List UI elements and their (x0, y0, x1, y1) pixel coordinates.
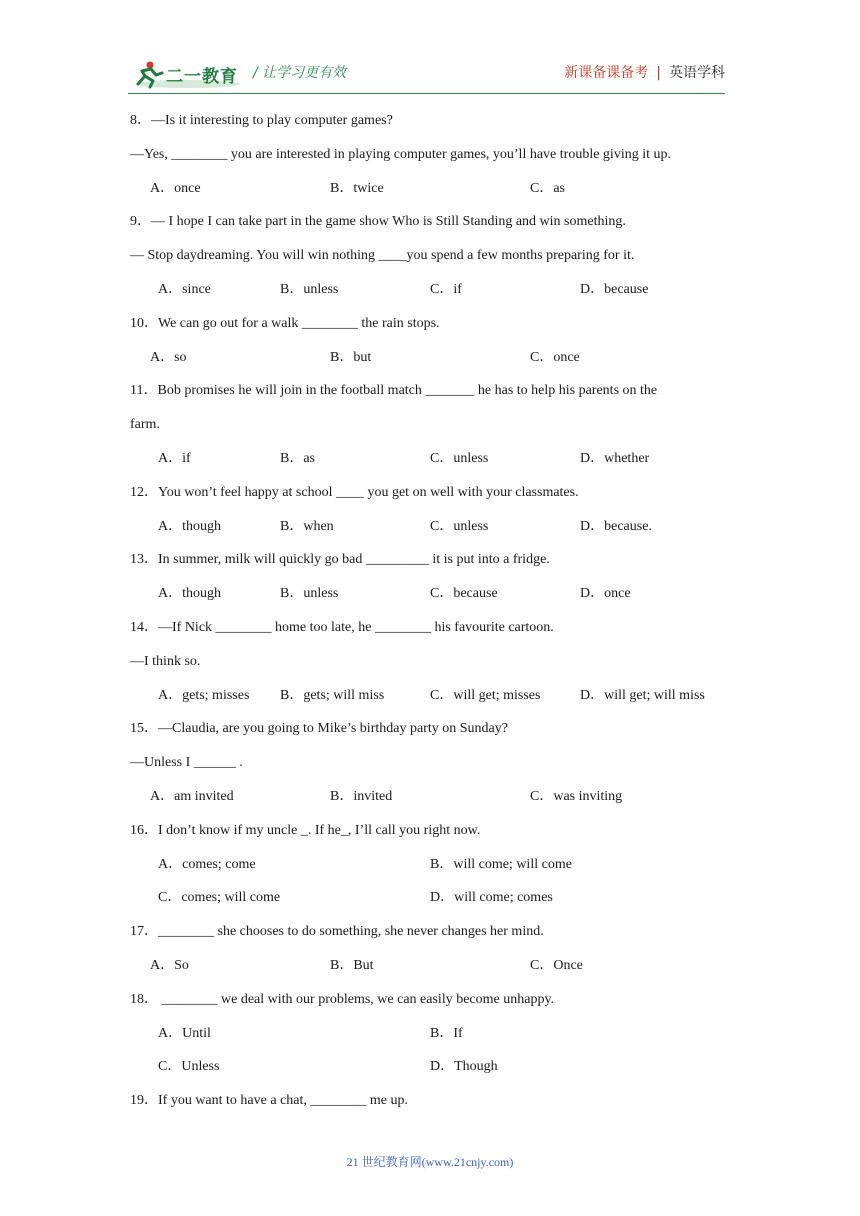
header-divider (128, 93, 725, 94)
question-stem: 8．—Is it interesting to play computer games? (130, 113, 393, 128)
option-row (130, 515, 730, 549)
header-separator: | (656, 65, 661, 81)
answer-option[interactable]: D．because. (580, 518, 652, 534)
answer-option[interactable]: A．gets; misses (158, 687, 250, 703)
question-list (130, 109, 730, 1123)
answer-option[interactable]: C．unless (430, 518, 489, 534)
answer-option[interactable]: B．unless (280, 586, 339, 602)
header-subject: 英语学科 (669, 65, 725, 81)
answer-option[interactable]: D．Though (430, 1059, 498, 1075)
answer-option[interactable]: C．as (530, 180, 565, 196)
question-line: — Stop daydreaming. You will win nothing ____you spend a few months preparing for it. (130, 248, 635, 264)
answer-option[interactable]: C．once (530, 349, 580, 365)
question-q18 (130, 988, 730, 1089)
question-stem: 15．—Claudia, are you going to Mike’s birthday party on Sunday? (130, 721, 508, 737)
question-q10 (130, 312, 730, 380)
answer-option[interactable]: B．gets; will miss (280, 687, 385, 703)
option-row (130, 346, 730, 380)
question-line: —Yes, ________ you are interested in playing computer games, you’ll have trouble giving it up. (130, 146, 671, 162)
option-row (130, 954, 730, 988)
option-row (130, 177, 730, 211)
option-row (130, 1022, 730, 1056)
question-stem: 19．If you want to have a chat, ________ me up. (130, 1093, 408, 1109)
question-stem: 9．— I hope I can take part in the game show Who is Still Standing and win something. (130, 214, 626, 230)
answer-option[interactable]: A．since (158, 281, 211, 297)
header-course-label: 新课备课备考 (564, 65, 649, 81)
answer-option[interactable]: B．If (430, 1025, 463, 1041)
option-row (130, 785, 730, 819)
question-line: farm. (130, 417, 160, 433)
question-q13 (130, 548, 730, 616)
answer-option[interactable]: B．but (330, 349, 372, 365)
option-row (130, 886, 730, 920)
answer-option[interactable]: B．as (280, 450, 315, 466)
option-row (130, 1055, 730, 1089)
answer-option[interactable]: C．Once (530, 957, 583, 973)
option-row (130, 853, 730, 887)
answer-option[interactable]: C．will get; misses (430, 687, 541, 703)
answer-option[interactable]: D．will get; will miss (580, 687, 705, 703)
question-stem: 14．—If Nick ________ home too late, he ________ his favourite cartoon. (130, 619, 554, 635)
question-stem: 10．We can go out for a walk ________ the rain stops. (130, 315, 440, 331)
answer-option[interactable]: A．am invited (150, 788, 234, 804)
answer-option[interactable]: A．Until (158, 1025, 211, 1041)
answer-option[interactable]: C．comes; will come (158, 890, 281, 906)
answer-option[interactable]: D．because (580, 281, 649, 297)
question-line: —Unless I ______ . (130, 755, 243, 771)
option-row (130, 447, 730, 481)
option-row (130, 582, 730, 616)
answer-option[interactable]: D．whether (580, 450, 650, 466)
option-row (130, 684, 730, 718)
answer-option[interactable]: A．if (158, 450, 191, 466)
answer-option[interactable]: C．if (430, 281, 462, 297)
question-stem: 13．In summer, milk will quickly go bad _________ it is put into a fridge. (130, 552, 550, 568)
page-header (128, 56, 725, 92)
question-stem: 11．Bob promises he will join in the football match _______ he has to help his parents on the (130, 383, 658, 399)
question-q8 (130, 109, 730, 210)
header-right (564, 62, 725, 82)
answer-option[interactable]: B．unless (280, 281, 339, 297)
question-q15 (130, 717, 730, 818)
answer-option[interactable]: A．so (150, 349, 187, 365)
question-q12 (130, 481, 730, 549)
option-row (130, 278, 730, 312)
question-stem: 18． ________ we deal with our problems, we can easily become unhappy. (130, 991, 555, 1007)
question-q16 (130, 819, 730, 920)
page-footer: 21 世纪教育网(www.21cnjy.com) (346, 1155, 514, 1169)
answer-option[interactable]: A．though (158, 586, 221, 602)
logo-text: 二一教育 (166, 67, 238, 87)
question-stem: 17．________ she chooses to do something, she never changes her mind. (130, 924, 544, 940)
header-slogan: / 让学习更有效 (253, 65, 347, 81)
answer-option[interactable]: C．unless (430, 450, 489, 466)
question-line: —I think so. (130, 653, 201, 669)
answer-option[interactable]: B．twice (330, 180, 384, 196)
answer-option[interactable]: C．because (430, 586, 498, 602)
answer-option[interactable]: B．But (330, 957, 374, 973)
answer-option[interactable]: B．invited (330, 788, 393, 804)
question-q14 (130, 616, 730, 717)
question-q11 (130, 379, 730, 480)
answer-option[interactable]: A．though (158, 518, 221, 534)
question-stem: 12．You won’t feel happy at school ____ you get on well with your classmates. (130, 484, 579, 500)
answer-option[interactable]: B．when (280, 518, 334, 534)
question-stem: 16．I don’t know if my uncle _. If he_, I’ll call you right now. (130, 822, 481, 838)
answer-option[interactable]: D．once (580, 586, 631, 602)
question-q19 (130, 1089, 730, 1123)
answer-option[interactable]: C．was inviting (530, 788, 623, 804)
answer-option[interactable]: B．will come; will come (430, 856, 572, 872)
answer-option[interactable]: C．Unless (158, 1059, 220, 1075)
question-q17 (130, 920, 730, 988)
question-q9 (130, 210, 730, 311)
answer-option[interactable]: D．will come; comes (430, 890, 553, 906)
answer-option[interactable]: A．comes; come (158, 856, 256, 872)
answer-option[interactable]: A．So (150, 957, 189, 973)
answer-option[interactable]: A．once (150, 180, 201, 196)
